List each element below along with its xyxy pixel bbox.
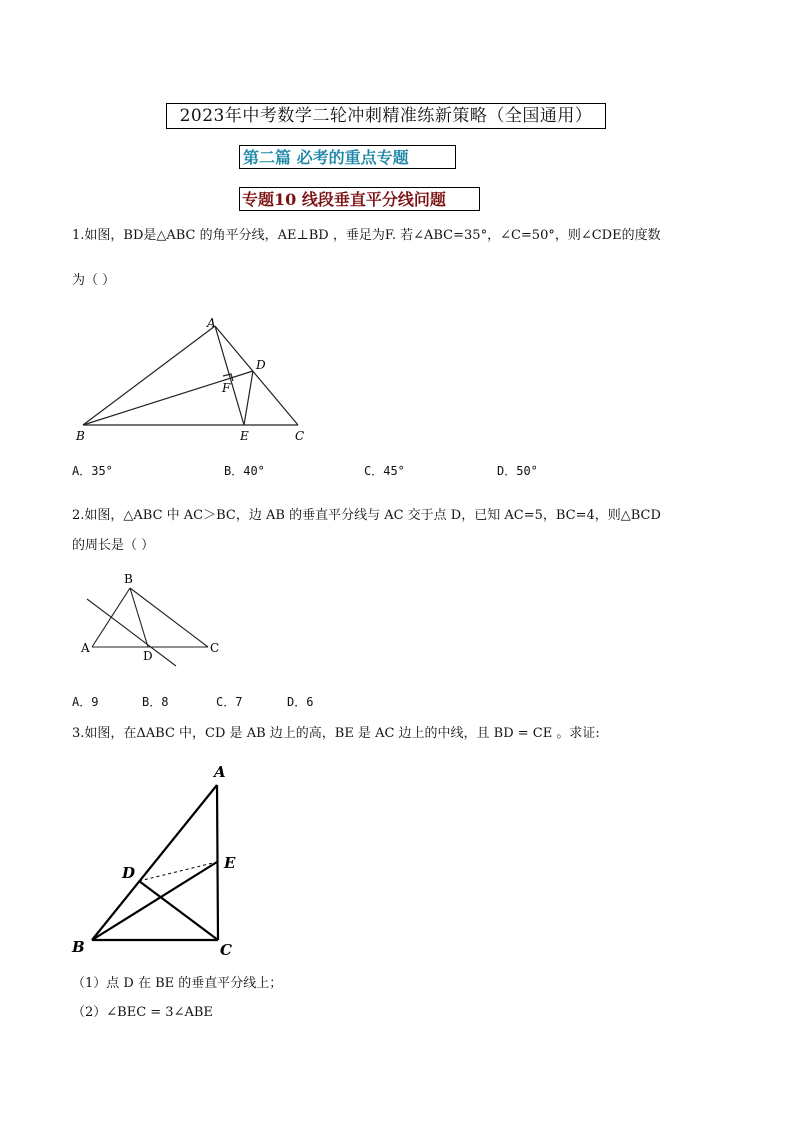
q3-sub2: （2）∠BEC = 3∠ABE bbox=[72, 1005, 213, 1020]
q3-seg-DE-dashed bbox=[139, 862, 217, 881]
q2-label-C: C bbox=[210, 641, 220, 655]
q3-label-A: A bbox=[214, 763, 226, 781]
q1-label-F: F bbox=[222, 381, 231, 395]
q2-option-d: D．6 bbox=[287, 695, 314, 709]
q1-stem-line2: 为（ ） bbox=[72, 273, 116, 288]
q1-seg-BD bbox=[83, 371, 253, 425]
part-title: 第二篇 必考的重点专题 bbox=[239, 145, 456, 169]
q2-label-A: A bbox=[81, 641, 90, 655]
q3-seg-BE bbox=[92, 862, 217, 940]
q1-option-a: A．35° bbox=[72, 464, 113, 478]
q2-figure bbox=[72, 568, 232, 670]
q2-label-B: B bbox=[124, 572, 133, 586]
q1-option-d: D．50° bbox=[497, 464, 538, 478]
q1-label-D: D bbox=[256, 358, 266, 372]
q2-stem-line1: 2.如图，△ABC 中 AC＞BC，边 AB 的垂直平分线与 AC 交于点 D，已知 AC=5，BC=4，则△BCD bbox=[72, 508, 661, 523]
q3-label-D: D bbox=[122, 864, 136, 882]
q2-perp-bisector bbox=[87, 599, 176, 666]
q1-label-A: A bbox=[207, 316, 216, 330]
q3-seg-CD bbox=[139, 881, 218, 940]
q3-label-E: E bbox=[224, 854, 236, 872]
q2-stem-line2: 的周长是（ ） bbox=[72, 538, 155, 553]
q2-option-a: A．9 bbox=[72, 695, 99, 709]
q2-label-D: D bbox=[143, 649, 153, 663]
q3-seg-AB bbox=[92, 785, 217, 940]
q2-seg-BC bbox=[130, 588, 208, 647]
q1-label-E: E bbox=[240, 429, 249, 443]
document-title: 2023年中考数学二轮冲刺精准练新策略（全国通用） bbox=[166, 103, 606, 129]
q3-figure bbox=[66, 758, 256, 964]
q1-seg-DE bbox=[244, 371, 253, 425]
q1-label-B: B bbox=[76, 429, 85, 443]
q3-sub1: （1）点 D 在 BE 的垂直平分线上； bbox=[72, 976, 283, 991]
q2-option-b: B．8 bbox=[142, 695, 169, 709]
q1-figure bbox=[60, 310, 320, 450]
q1-option-c: C．45° bbox=[364, 464, 405, 478]
q3-label-B: B bbox=[72, 938, 85, 956]
q1-seg-BA bbox=[83, 326, 215, 425]
q1-option-b: B．40° bbox=[224, 464, 265, 478]
topic-title: 专题10 线段垂直平分线问题 bbox=[239, 187, 480, 211]
q2-option-c: C．7 bbox=[216, 695, 243, 709]
q1-label-C: C bbox=[295, 429, 305, 443]
q3-label-C: C bbox=[220, 941, 232, 959]
q3-stem: 3.如图，在ΔABC 中，CD 是 AB 边上的高，BE 是 AC 边上的中线，且 BD = CE 。求证: bbox=[72, 726, 600, 741]
q1-stem-line1: 1.如图，BD是△ABC 的角平分线，AE⊥BD ，垂足为F. 若∠ABC=35°，∠C=50°，则∠CDE的度数 bbox=[72, 228, 661, 243]
